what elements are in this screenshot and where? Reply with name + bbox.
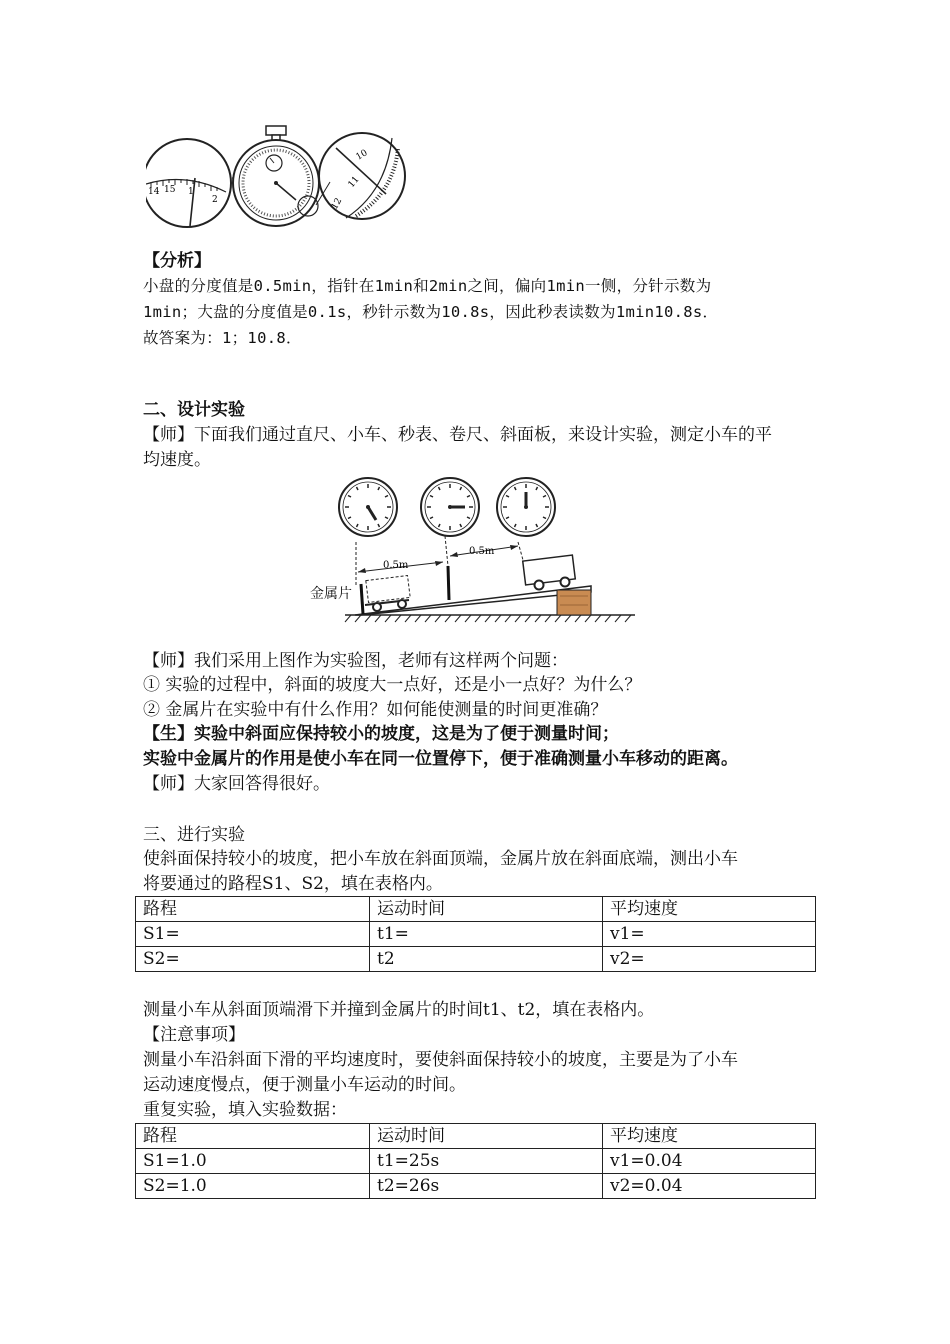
teacher-question: 【师】我们采用上图作为实验图，老师有这样两个问题： xyxy=(143,651,568,671)
large-dial-label: 12 xyxy=(329,196,345,212)
table-cell: S1=1.0 xyxy=(136,1149,370,1174)
distance-label: 0.5m xyxy=(469,546,495,557)
section-2-heading: 二、设计实验 xyxy=(143,400,245,420)
measure-text: 测量小车从斜面顶端滑下并撞到金属片的时间t1、t2，填在表格内。 xyxy=(143,1000,655,1020)
table-header-row xyxy=(136,1124,816,1149)
table-cell: v2=0.04 xyxy=(603,1174,816,1199)
table-header: 路程 xyxy=(136,897,370,922)
teacher-praise: 【师】大家回答得很好。 xyxy=(143,774,330,794)
clock-icon xyxy=(421,478,479,536)
small-dial-label: 2 xyxy=(212,195,218,205)
table-cell: S2= xyxy=(136,947,370,972)
table-row xyxy=(136,1174,816,1199)
table-cell: t1= xyxy=(370,922,603,947)
section-3-heading: 三、进行实验 xyxy=(143,825,245,845)
table-cell: v1= xyxy=(603,922,816,947)
analysis-line: 1min；大盘的分度值是0.1s，秒针示数为10.8s，因此秒表读数为1min10.8s． xyxy=(143,303,719,321)
small-dial-label: 14 xyxy=(148,187,160,197)
experiment-figure xyxy=(305,474,645,634)
table-header: 平均速度 xyxy=(603,1124,816,1149)
question-1: ① 实验的过程中，斜面的坡度大一点好，还是小一点好？为什么？ xyxy=(143,675,642,695)
small-dial-label: 15 xyxy=(164,185,176,195)
table-row xyxy=(136,922,816,947)
large-dial-magnified xyxy=(319,133,405,219)
repeat-text: 重复实验，填入实验数据： xyxy=(143,1100,347,1120)
table-cell: t2=26s xyxy=(370,1174,603,1199)
stopwatch xyxy=(233,126,319,226)
table-header-row xyxy=(136,897,816,922)
metal-sheet-label: 金属片 xyxy=(310,586,352,602)
table-cell: S1= xyxy=(136,922,370,947)
table-cell: v1=0.04 xyxy=(603,1149,816,1174)
analysis-line: 小盘的分度值是0.5min，指针在1min和2min之间，偏向1min一侧，分针示数为 xyxy=(143,277,712,295)
large-dial-label: 11 xyxy=(346,174,362,190)
instruction-text: 使斜面保持较小的坡度，把小车放在斜面顶端，金属片放在斜面底端，测出小车 xyxy=(143,849,738,869)
data-table-filled xyxy=(135,1123,816,1199)
teacher-intro: 【师】下面我们通过直尺、小车、秒表、卷尺、斜面板，来设计实验，测定小车的平 xyxy=(143,425,772,445)
table-header: 运动时间 xyxy=(370,1124,603,1149)
table-cell: t1=25s xyxy=(370,1149,603,1174)
table-header: 运动时间 xyxy=(370,897,603,922)
table-header: 路程 xyxy=(136,1124,370,1149)
notes-text: 测量小车沿斜面下滑的平均速度时，要使斜面保持较小的坡度，主要是为了小车 xyxy=(143,1050,738,1070)
clock-icon xyxy=(339,478,397,536)
student-answer: 实验中金属片的作用是使小车在同一位置停下，便于准确测量小车移动的距离。 xyxy=(143,749,738,769)
notes-heading: 【注意事项】 xyxy=(143,1025,245,1045)
table-row xyxy=(136,947,816,972)
instruction-text: 将要通过的路程S1、S2，填在表格内。 xyxy=(143,874,443,894)
analysis-line: 故答案为：1；10.8． xyxy=(143,329,302,347)
data-table-empty xyxy=(135,896,816,972)
table-cell: v2= xyxy=(603,947,816,972)
teacher-intro: 均速度。 xyxy=(143,450,211,470)
student-answer: 【生】实验中斜面应保持较小的坡度，这是为了便于测量时间； xyxy=(143,724,619,744)
analysis-heading: 【分析】 xyxy=(143,251,211,271)
small-dial-magnified xyxy=(146,139,231,227)
table-row xyxy=(136,1149,816,1174)
table-cell: t2 xyxy=(370,947,603,972)
table-header: 平均速度 xyxy=(603,897,816,922)
notes-text: 运动速度慢点，便于测量小车运动的时间。 xyxy=(143,1075,466,1095)
table-cell: S2=1.0 xyxy=(136,1174,370,1199)
question-2: ② 金属片在实验中有什么作用？如何能使测量的时间更准确？ xyxy=(143,700,608,720)
large-dial-label: 10 xyxy=(354,148,370,163)
distance-label: 0.5m xyxy=(383,560,409,571)
stopwatch-figure xyxy=(146,122,408,230)
small-dial-label: 1 xyxy=(188,187,194,197)
clock-icon xyxy=(497,478,555,536)
